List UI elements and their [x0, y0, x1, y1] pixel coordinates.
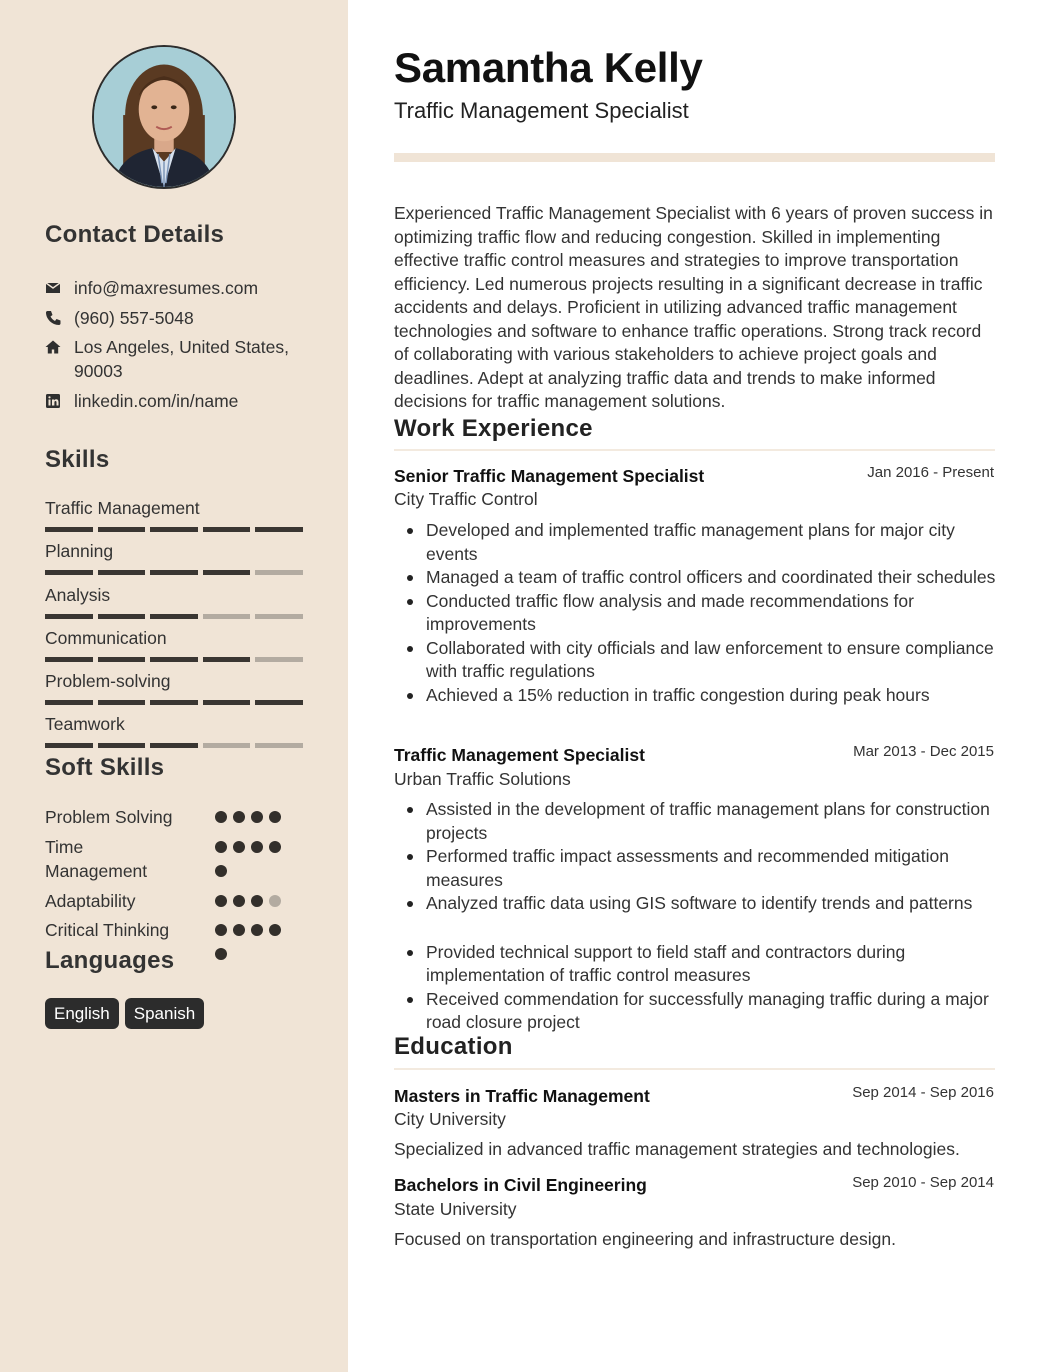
skill-level-segment	[98, 743, 146, 748]
contact-email[interactable]	[45, 276, 314, 300]
contact-phone-text: (960) 557-5048	[74, 308, 194, 328]
skill-level-segment	[98, 614, 146, 619]
list-item: Analyzed traffic data using GIS software to identify trends and patterns	[426, 892, 998, 916]
skill-label: Teamwork	[45, 714, 125, 734]
skill-level-segment	[150, 527, 198, 532]
main-content	[348, 0, 1040, 1372]
job-company: City Traffic Control	[394, 489, 538, 509]
rating-dot	[215, 811, 227, 823]
skill-level-segment	[150, 743, 198, 748]
phone-icon	[45, 306, 63, 330]
skill-level-bars	[45, 743, 303, 748]
soft-skills-heading: Soft Skills	[45, 754, 165, 781]
skill-level-segment	[255, 614, 303, 619]
degree-description: Focused on transportation engineering and infrastructure design.	[394, 1229, 896, 1249]
skill-level-segment	[98, 570, 146, 575]
list-item: Achieved a 15% reduction in traffic congestion during peak hours	[426, 684, 998, 708]
work-experience-heading: Work Experience	[394, 415, 593, 442]
list-item: Developed and implemented traffic management plans for major city events	[426, 519, 998, 566]
rating-dot	[215, 841, 227, 853]
envelope-icon	[45, 276, 63, 300]
skill-level-segment	[98, 657, 146, 662]
skill-level-segment	[203, 570, 251, 575]
rating-dot	[251, 895, 263, 907]
skill-level-segment	[255, 527, 303, 532]
school-name: City University	[394, 1109, 506, 1129]
skill-level-segment	[45, 743, 93, 748]
rating-dot	[251, 841, 263, 853]
skill-level-bars	[45, 570, 303, 575]
skill-level-segment	[150, 570, 198, 575]
header-divider	[394, 153, 995, 162]
list-item: Performed traffic impact assessments and recommended mitigation measures	[426, 845, 998, 892]
job-dates: Jan 2016 - Present	[867, 464, 994, 481]
job-company: Urban Traffic Solutions	[394, 769, 571, 789]
skill-level-bars	[45, 527, 303, 532]
education-heading: Education	[394, 1033, 513, 1060]
language-tag: English	[45, 998, 119, 1029]
rating-dot	[251, 811, 263, 823]
rating-dot	[269, 924, 281, 936]
skill-label: Analysis	[45, 585, 111, 605]
skill-item	[45, 497, 303, 532]
skill-level-segment	[98, 527, 146, 532]
job-bullets	[426, 519, 998, 707]
skill-item	[45, 540, 303, 575]
job-bullets	[426, 798, 998, 1035]
rating-dot	[269, 895, 281, 907]
contact-heading: Contact Details	[45, 221, 225, 248]
skill-level-segment	[203, 527, 251, 532]
rating-dot	[233, 811, 245, 823]
section-divider	[394, 449, 995, 451]
degree-description: Specialized in advanced traffic management strategies and technologies.	[394, 1139, 960, 1159]
list-item: Assisted in the development of traffic management plans for construction projects	[426, 798, 998, 845]
rating-dot	[269, 841, 281, 853]
contact-linkedin-text: linkedin.com/in/name	[74, 391, 239, 411]
skill-level-segment	[150, 657, 198, 662]
rating-dot	[215, 948, 227, 960]
skill-level-segment	[203, 657, 251, 662]
skill-label: Communication	[45, 628, 167, 648]
sidebar	[0, 0, 348, 1372]
skill-level-segment	[203, 700, 251, 705]
skill-level-segment	[45, 570, 93, 575]
avatar	[92, 45, 236, 189]
skill-level-segment	[45, 657, 93, 662]
contact-email-text: info@maxresumes.com	[74, 278, 259, 298]
list-item: Conducted traffic flow analysis and made recommendations for improvements	[426, 590, 998, 637]
skill-level-segment	[45, 614, 93, 619]
skill-level-bars	[45, 700, 303, 705]
skill-level-segment	[150, 614, 198, 619]
skill-level-segment	[255, 570, 303, 575]
languages-list	[45, 998, 204, 1029]
contact-address	[45, 335, 314, 383]
soft-skill-label: Time Management	[45, 837, 148, 881]
job-title: Traffic Management Specialist	[394, 745, 645, 765]
contact-address-text: Los Angeles, United States, 90003	[74, 337, 289, 381]
soft-skill-label: Adaptability	[45, 891, 136, 911]
skill-level-segment	[255, 657, 303, 662]
rating-dot	[215, 924, 227, 936]
rating-dot	[269, 811, 281, 823]
candidate-name: Samantha Kelly	[394, 44, 703, 91]
rating-dot	[233, 841, 245, 853]
skill-level-segment	[255, 700, 303, 705]
skill-item	[45, 627, 303, 662]
rating-dot	[215, 865, 227, 877]
skill-label: Planning	[45, 541, 114, 561]
rating-dot	[251, 924, 263, 936]
soft-skill-rating	[215, 918, 290, 968]
skill-level-segment	[203, 614, 251, 619]
skill-level-bars	[45, 614, 303, 619]
skill-level-segment	[98, 700, 146, 705]
school-name: State University	[394, 1199, 517, 1219]
skill-item	[45, 713, 303, 748]
skill-label: Problem-solving	[45, 671, 171, 691]
skill-level-segment	[45, 527, 93, 532]
rating-dot	[233, 924, 245, 936]
list-item: Received commendation for successfully managing traffic during a major road closure project	[426, 988, 998, 1035]
skill-level-segment	[255, 743, 303, 748]
degree-dates: Sep 2010 - Sep 2014	[852, 1174, 994, 1191]
list-item: Managed a team of traffic control officers and coordinated their schedules	[426, 566, 998, 590]
contact-phone[interactable]	[45, 306, 314, 330]
degree-dates: Sep 2014 - Sep 2016	[852, 1084, 994, 1101]
skill-item	[45, 584, 303, 619]
skill-item	[45, 670, 303, 705]
soft-skill-label: Problem Solving	[45, 807, 173, 827]
rating-dot	[215, 895, 227, 907]
contact-linkedin[interactable]	[45, 389, 314, 413]
candidate-title: Traffic Management Specialist	[394, 98, 689, 123]
skill-level-segment	[45, 700, 93, 705]
skill-level-bars	[45, 657, 303, 662]
list-item: Collaborated with city officials and law enforcement to ensure compliance with traffic regulations	[426, 637, 998, 684]
soft-skill-rating	[215, 835, 290, 885]
languages-heading: Languages	[45, 947, 175, 974]
list-item: Provided technical support to field staff and contractors during implementation of traffic control measures	[426, 941, 998, 988]
linkedin-icon	[45, 389, 63, 413]
home-icon	[45, 335, 63, 359]
soft-skill-label: Critical Thinking	[45, 920, 170, 940]
job-title: Senior Traffic Management Specialist	[394, 466, 705, 486]
skill-level-segment	[150, 700, 198, 705]
skill-level-segment	[203, 743, 251, 748]
job-dates: Mar 2013 - Dec 2015	[853, 743, 994, 760]
profile-photo-icon	[94, 47, 234, 187]
skill-label: Traffic Management	[45, 498, 200, 518]
degree-title: Bachelors in Civil Engineering	[394, 1175, 647, 1195]
language-tag: Spanish	[125, 998, 204, 1029]
rating-dot	[233, 895, 245, 907]
degree-title: Masters in Traffic Management	[394, 1086, 650, 1106]
section-divider	[394, 1068, 995, 1070]
profile-summary: Experienced Traffic Management Specialist with 6 years of proven success in optimizing traffic flow and reducing congestion. Skilled in implementing effective traffic control measures and strategies to improve transportation efficiency. Led numerous projects resulting in a significant decrease in traffic accidents and delays. Proficient in utilizing advanced traffic management technologies and software to enhance traffic operations. Strong track record of collaborating with various stakeholders to achieve project goals and deadlines. Adept at analyzing traffic data and trends to make informed decisions for traffic management solutions.	[394, 203, 993, 411]
skills-heading: Skills	[45, 446, 110, 473]
